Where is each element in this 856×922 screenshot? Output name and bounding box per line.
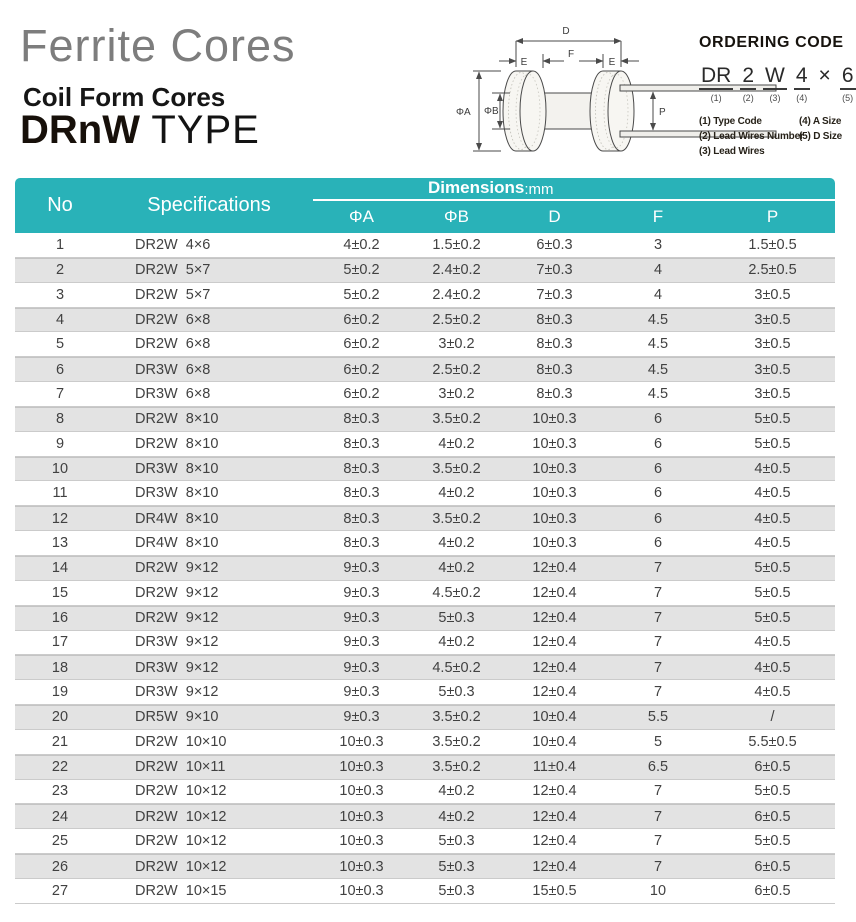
row-specification: DR2W 10×10 bbox=[135, 733, 227, 750]
value-d: 12±0.4 bbox=[532, 584, 577, 601]
core-drawing-svg bbox=[443, 14, 701, 169]
value-phi-b: 4±0.2 bbox=[438, 435, 475, 452]
row-specification: DR2W 5×7 bbox=[135, 262, 211, 279]
row-specification: DR2W 10×12 bbox=[135, 808, 227, 825]
value-f: 6.5 bbox=[647, 759, 669, 776]
row-specification: DR2W 8×10 bbox=[135, 411, 219, 428]
value-phi-a: 6±0.2 bbox=[343, 311, 380, 328]
table-row bbox=[15, 655, 835, 680]
table-row bbox=[15, 382, 835, 407]
table-body bbox=[15, 233, 835, 904]
value-p: / bbox=[770, 709, 775, 726]
table-row bbox=[15, 283, 835, 308]
table-row bbox=[15, 879, 835, 904]
value-d: 8±0.3 bbox=[536, 311, 573, 328]
value-d: 12±0.4 bbox=[532, 808, 577, 825]
value-phi-a: 10±0.3 bbox=[339, 882, 384, 899]
value-phi-b: 4.5±0.2 bbox=[432, 659, 481, 676]
value-d: 12±0.4 bbox=[532, 833, 577, 850]
value-f: 6 bbox=[653, 461, 663, 478]
value-phi-b: 3±0.2 bbox=[438, 336, 475, 353]
value-d: 7±0.3 bbox=[536, 262, 573, 279]
table-row bbox=[15, 581, 835, 606]
value-p: 3±0.5 bbox=[754, 361, 791, 378]
row-specification: DR2W 8×10 bbox=[135, 435, 219, 452]
row-no: 18 bbox=[51, 659, 69, 676]
value-p: 5±0.5 bbox=[754, 435, 791, 452]
value-phi-b: 4.5±0.2 bbox=[432, 584, 481, 601]
value-f: 7 bbox=[653, 783, 663, 800]
type-title bbox=[20, 108, 260, 153]
value-p: 3±0.5 bbox=[754, 286, 791, 303]
value-d: 12±0.4 bbox=[532, 659, 577, 676]
value-p: 5±0.5 bbox=[754, 560, 791, 577]
value-d: 8±0.3 bbox=[536, 361, 573, 378]
legend-item: (2) Lead Wires Number bbox=[699, 131, 804, 143]
value-phi-b: 3.5±0.2 bbox=[432, 461, 481, 478]
value-p: 6±0.5 bbox=[754, 882, 791, 899]
row-specification: DR3W 9×12 bbox=[135, 684, 219, 701]
dim-label-d: D bbox=[562, 26, 570, 37]
type-suffix: TYPE bbox=[139, 108, 260, 152]
row-specification: DR3W 9×12 bbox=[135, 659, 219, 676]
value-f: 7 bbox=[653, 610, 663, 627]
value-d: 10±0.3 bbox=[532, 485, 577, 502]
row-specification: DR2W 10×12 bbox=[135, 858, 227, 875]
value-f: 6 bbox=[653, 411, 663, 428]
dim-p bbox=[653, 92, 666, 130]
row-specification: DR2W 5×7 bbox=[135, 286, 211, 303]
value-phi-a: 10±0.3 bbox=[339, 858, 384, 875]
value-phi-b: 2.5±0.2 bbox=[432, 361, 481, 378]
value-p: 6±0.5 bbox=[754, 759, 791, 776]
value-d: 10±0.3 bbox=[532, 435, 577, 452]
row-no: 13 bbox=[51, 535, 69, 552]
value-phi-b: 1.5±0.2 bbox=[432, 236, 481, 253]
value-f: 7 bbox=[653, 858, 663, 875]
value-phi-b: 5±0.3 bbox=[438, 833, 475, 850]
table-row bbox=[15, 854, 835, 879]
row-specification: DR2W 9×12 bbox=[135, 610, 219, 627]
value-d: 12±0.4 bbox=[532, 634, 577, 651]
value-d: 12±0.4 bbox=[532, 610, 577, 627]
value-phi-a: 10±0.3 bbox=[339, 808, 384, 825]
value-phi-b: 5±0.3 bbox=[438, 858, 475, 875]
row-no: 24 bbox=[51, 808, 69, 825]
row-specification: DR3W 9×12 bbox=[135, 634, 219, 651]
ordering-code-part bbox=[817, 65, 833, 91]
value-p: 4±0.5 bbox=[754, 535, 791, 552]
value-phi-b: 5±0.3 bbox=[438, 684, 475, 701]
table-row bbox=[15, 804, 835, 829]
row-no: 12 bbox=[51, 510, 69, 527]
table-row bbox=[15, 829, 835, 854]
table-row bbox=[15, 407, 835, 432]
row-specification: DR2W 10×12 bbox=[135, 783, 227, 800]
dim-label-e-left: E bbox=[520, 57, 528, 68]
value-f: 10 bbox=[649, 882, 667, 899]
row-no: 15 bbox=[51, 584, 69, 601]
value-f: 5 bbox=[653, 733, 663, 750]
value-phi-a: 10±0.3 bbox=[339, 759, 384, 776]
value-d: 11±0.4 bbox=[532, 759, 577, 776]
row-specification: DR3W 6×8 bbox=[135, 385, 211, 402]
value-d: 12±0.4 bbox=[532, 858, 577, 875]
value-phi-a: 9±0.3 bbox=[343, 709, 380, 726]
value-d: 10±0.4 bbox=[532, 733, 577, 750]
column-header-p: P bbox=[766, 207, 779, 226]
column-header-f: F bbox=[652, 207, 664, 226]
row-no: 17 bbox=[51, 634, 69, 651]
row-no: 10 bbox=[51, 461, 69, 478]
value-p: 5±0.5 bbox=[754, 833, 791, 850]
value-phi-a: 9±0.3 bbox=[343, 684, 380, 701]
dim-efe bbox=[499, 49, 639, 68]
table-row bbox=[15, 556, 835, 581]
column-header-phi-b: ΦB bbox=[444, 207, 469, 226]
value-p: 6±0.5 bbox=[754, 858, 791, 875]
value-phi-b: 4±0.2 bbox=[438, 634, 475, 651]
value-p: 4±0.5 bbox=[754, 634, 791, 651]
ordering-code-char: DR bbox=[699, 65, 733, 90]
ordering-code-legend bbox=[699, 116, 849, 161]
table-row bbox=[15, 457, 835, 482]
row-specification: DR2W 10×12 bbox=[135, 833, 227, 850]
value-f: 7 bbox=[653, 684, 663, 701]
row-no: 6 bbox=[55, 361, 65, 378]
value-f: 5.5 bbox=[647, 709, 669, 726]
table-row bbox=[15, 432, 835, 457]
dim-label-p: P bbox=[659, 107, 666, 118]
value-p: 5.5±0.5 bbox=[748, 733, 797, 750]
value-d: 10±0.3 bbox=[532, 461, 577, 478]
ordering-code-char: 6 bbox=[840, 65, 856, 90]
row-no: 25 bbox=[51, 833, 69, 850]
row-no: 22 bbox=[51, 759, 69, 776]
page-subtitle: Coil Form Cores bbox=[23, 82, 226, 112]
value-phi-b: 3.5±0.2 bbox=[432, 733, 481, 750]
value-phi-a: 9±0.3 bbox=[343, 584, 380, 601]
row-specification: DR2W 9×12 bbox=[135, 584, 219, 601]
dim-label-phi-b: ΦB bbox=[484, 106, 499, 117]
value-p: 3±0.5 bbox=[754, 311, 791, 328]
ordering-code-index: (1) bbox=[710, 93, 722, 104]
value-f: 4.5 bbox=[647, 336, 669, 353]
value-phi-b: 3.5±0.2 bbox=[432, 759, 481, 776]
value-phi-b: 4±0.2 bbox=[438, 485, 475, 502]
value-phi-b: 5±0.3 bbox=[438, 610, 475, 627]
row-no: 9 bbox=[55, 435, 65, 452]
table-row bbox=[15, 631, 835, 656]
row-specification: DR4W 8×10 bbox=[135, 510, 219, 527]
row-specification: DR2W 4×6 bbox=[135, 236, 211, 253]
ordering-code-index: (3) bbox=[769, 93, 781, 104]
row-specification: DR3W 8×10 bbox=[135, 461, 219, 478]
value-d: 10±0.4 bbox=[532, 709, 577, 726]
ordering-code-heading: ORDERING CODE bbox=[699, 34, 844, 51]
table-row bbox=[15, 506, 835, 531]
value-phi-a: 5±0.2 bbox=[343, 286, 380, 303]
value-phi-a: 10±0.3 bbox=[339, 783, 384, 800]
page-title: Ferrite Cores bbox=[20, 20, 296, 71]
dimensions-title-text: Dimensions bbox=[428, 178, 525, 197]
row-no: 27 bbox=[51, 882, 69, 899]
value-d: 10±0.3 bbox=[532, 535, 577, 552]
ordering-code-index: (5) bbox=[842, 93, 854, 104]
table-row bbox=[15, 755, 835, 780]
value-d: 12±0.4 bbox=[532, 684, 577, 701]
row-specification: DR4W 8×10 bbox=[135, 535, 219, 552]
type-name: DRnW bbox=[20, 108, 140, 152]
value-phi-a: 9±0.3 bbox=[343, 634, 380, 651]
ordering-code-part bbox=[763, 65, 787, 103]
legend-column-left bbox=[699, 116, 804, 161]
value-p: 4±0.5 bbox=[754, 684, 791, 701]
table-header bbox=[15, 178, 835, 233]
value-phi-a: 6±0.2 bbox=[343, 361, 380, 378]
dim-label-phi-a: ΦA bbox=[456, 107, 471, 118]
value-p: 4±0.5 bbox=[754, 485, 791, 502]
row-specification: DR2W 9×12 bbox=[135, 560, 219, 577]
row-no: 11 bbox=[52, 485, 68, 502]
row-no: 1 bbox=[55, 236, 65, 253]
value-d: 7±0.3 bbox=[536, 286, 573, 303]
table-row bbox=[15, 481, 835, 506]
value-p: 1.5±0.5 bbox=[748, 236, 797, 253]
value-p: 4±0.5 bbox=[754, 461, 791, 478]
dim-label-e-right: E bbox=[608, 57, 616, 68]
value-phi-b: 3±0.2 bbox=[438, 385, 475, 402]
value-phi-a: 5±0.2 bbox=[343, 262, 380, 279]
value-d: 12±0.4 bbox=[532, 560, 577, 577]
value-phi-a: 8±0.3 bbox=[343, 461, 380, 478]
ordering-code-index: (4) bbox=[796, 93, 808, 104]
table-row bbox=[15, 780, 835, 805]
row-no: 4 bbox=[55, 311, 65, 328]
row-no: 20 bbox=[51, 709, 69, 726]
value-p: 5±0.5 bbox=[754, 783, 791, 800]
dimensions-title bbox=[313, 178, 835, 201]
value-d: 10±0.3 bbox=[532, 411, 577, 428]
ordering-code-char: W bbox=[763, 65, 787, 90]
row-no: 14 bbox=[51, 560, 69, 577]
column-header-d: D bbox=[548, 207, 561, 226]
column-header-specifications: Specifications bbox=[147, 194, 271, 216]
table-row bbox=[15, 357, 835, 382]
value-d: 6±0.3 bbox=[536, 236, 573, 253]
row-no: 21 bbox=[51, 733, 69, 750]
value-f: 7 bbox=[653, 634, 663, 651]
value-phi-b: 3.5±0.2 bbox=[432, 510, 481, 527]
row-no: 3 bbox=[55, 286, 65, 303]
value-p: 4±0.5 bbox=[754, 659, 791, 676]
value-f: 6 bbox=[653, 535, 663, 552]
value-phi-a: 6±0.2 bbox=[343, 336, 380, 353]
value-d: 8±0.3 bbox=[536, 336, 573, 353]
dimensions-unit: :mm bbox=[524, 181, 554, 198]
value-f: 3 bbox=[653, 236, 663, 253]
value-phi-b: 2.4±0.2 bbox=[432, 286, 481, 303]
value-f: 7 bbox=[653, 584, 663, 601]
ordering-code-part bbox=[840, 65, 856, 103]
legend-item: (3) Lead Wires bbox=[699, 146, 765, 158]
value-phi-a: 6±0.2 bbox=[343, 385, 380, 402]
table-row bbox=[15, 705, 835, 730]
row-no: 2 bbox=[55, 262, 65, 279]
value-phi-b: 2.5±0.2 bbox=[432, 311, 481, 328]
row-no: 8 bbox=[55, 411, 65, 428]
core-right-flange bbox=[590, 71, 634, 151]
row-no: 19 bbox=[51, 684, 69, 701]
value-p: 6±0.5 bbox=[754, 808, 791, 825]
value-f: 7 bbox=[653, 560, 663, 577]
value-phi-a: 8±0.3 bbox=[343, 411, 380, 428]
value-f: 4 bbox=[653, 262, 663, 279]
value-phi-b: 3.5±0.2 bbox=[432, 709, 481, 726]
row-no: 16 bbox=[51, 610, 69, 627]
row-specification: DR3W 6×8 bbox=[135, 361, 211, 378]
ordering-code-index: (2) bbox=[742, 93, 754, 104]
value-phi-b: 5±0.3 bbox=[438, 882, 475, 899]
table-row bbox=[15, 233, 835, 258]
value-d: 12±0.4 bbox=[532, 783, 577, 800]
value-d: 10±0.3 bbox=[532, 510, 577, 527]
ordering-code-section bbox=[699, 34, 854, 161]
row-specification: DR2W 6×8 bbox=[135, 336, 211, 353]
legend-column-right bbox=[799, 116, 849, 161]
column-header-no: No bbox=[47, 194, 73, 216]
value-f: 4.5 bbox=[647, 311, 669, 328]
value-f: 7 bbox=[653, 659, 663, 676]
dim-label-f: F bbox=[567, 49, 575, 60]
table-row bbox=[15, 606, 835, 631]
ordering-code-line bbox=[699, 64, 854, 104]
value-phi-a: 10±0.3 bbox=[339, 833, 384, 850]
ordering-code-char: 2 bbox=[740, 65, 756, 90]
core-diagram bbox=[443, 14, 701, 169]
value-phi-b: 3.5±0.2 bbox=[432, 411, 481, 428]
value-p: 3±0.5 bbox=[754, 336, 791, 353]
row-specification: DR2W 10×15 bbox=[135, 882, 227, 899]
value-phi-a: 8±0.3 bbox=[343, 535, 380, 552]
spec-table bbox=[15, 178, 835, 904]
row-specification: DR5W 9×10 bbox=[135, 709, 219, 726]
ordering-code-char: × bbox=[818, 64, 831, 87]
value-phi-a: 10±0.3 bbox=[339, 733, 384, 750]
value-phi-a: 9±0.3 bbox=[343, 610, 380, 627]
value-p: 2.5±0.5 bbox=[748, 262, 797, 279]
legend-item: (4) A Size bbox=[799, 116, 842, 128]
row-no: 7 bbox=[55, 385, 65, 402]
value-phi-b: 4±0.2 bbox=[438, 783, 475, 800]
value-f: 6 bbox=[653, 485, 663, 502]
value-f: 7 bbox=[653, 808, 663, 825]
column-header-phi-a: ΦA bbox=[349, 207, 374, 226]
value-f: 4.5 bbox=[647, 361, 669, 378]
value-d: 8±0.3 bbox=[536, 385, 573, 402]
legend-item: (5) D Size bbox=[799, 131, 843, 143]
row-specification: DR2W 10×11 bbox=[135, 759, 226, 776]
table-row bbox=[15, 680, 835, 705]
value-p: 3±0.5 bbox=[754, 385, 791, 402]
value-p: 5±0.5 bbox=[754, 411, 791, 428]
value-p: 5±0.5 bbox=[754, 584, 791, 601]
core-left-flange bbox=[503, 71, 546, 151]
ordering-code-part bbox=[699, 65, 733, 103]
value-d: 15±0.5 bbox=[532, 882, 577, 899]
value-p: 5±0.5 bbox=[754, 610, 791, 627]
row-no: 23 bbox=[51, 783, 69, 800]
legend-item: (1) Type Code bbox=[699, 116, 762, 128]
value-phi-a: 4±0.2 bbox=[343, 236, 380, 253]
value-f: 6 bbox=[653, 435, 663, 452]
dim-d bbox=[516, 26, 621, 67]
ordering-code-part bbox=[794, 65, 810, 103]
ordering-code-char: 4 bbox=[794, 65, 810, 90]
table-row bbox=[15, 332, 835, 357]
value-phi-b: 4±0.2 bbox=[438, 560, 475, 577]
value-phi-a: 9±0.3 bbox=[343, 560, 380, 577]
value-phi-b: 4±0.2 bbox=[438, 535, 475, 552]
value-f: 7 bbox=[653, 833, 663, 850]
table-row bbox=[15, 531, 835, 556]
ordering-code-part bbox=[740, 65, 756, 103]
value-f: 6 bbox=[653, 510, 663, 527]
row-no: 26 bbox=[51, 858, 69, 875]
table-row bbox=[15, 258, 835, 283]
value-f: 4 bbox=[653, 286, 663, 303]
value-phi-a: 8±0.3 bbox=[343, 435, 380, 452]
value-phi-a: 9±0.3 bbox=[343, 659, 380, 676]
row-no: 5 bbox=[55, 336, 65, 353]
value-phi-a: 8±0.3 bbox=[343, 485, 380, 502]
value-p: 4±0.5 bbox=[754, 510, 791, 527]
row-specification: DR3W 8×10 bbox=[135, 485, 219, 502]
value-f: 4.5 bbox=[647, 385, 669, 402]
table-row bbox=[15, 308, 835, 333]
table-row bbox=[15, 730, 835, 755]
value-phi-a: 8±0.3 bbox=[343, 510, 380, 527]
dimensions-header-group bbox=[313, 178, 835, 233]
row-specification: DR2W 6×8 bbox=[135, 311, 211, 328]
value-phi-b: 2.4±0.2 bbox=[432, 262, 481, 279]
value-phi-b: 4±0.2 bbox=[438, 808, 475, 825]
dimension-subheaders bbox=[313, 201, 835, 233]
